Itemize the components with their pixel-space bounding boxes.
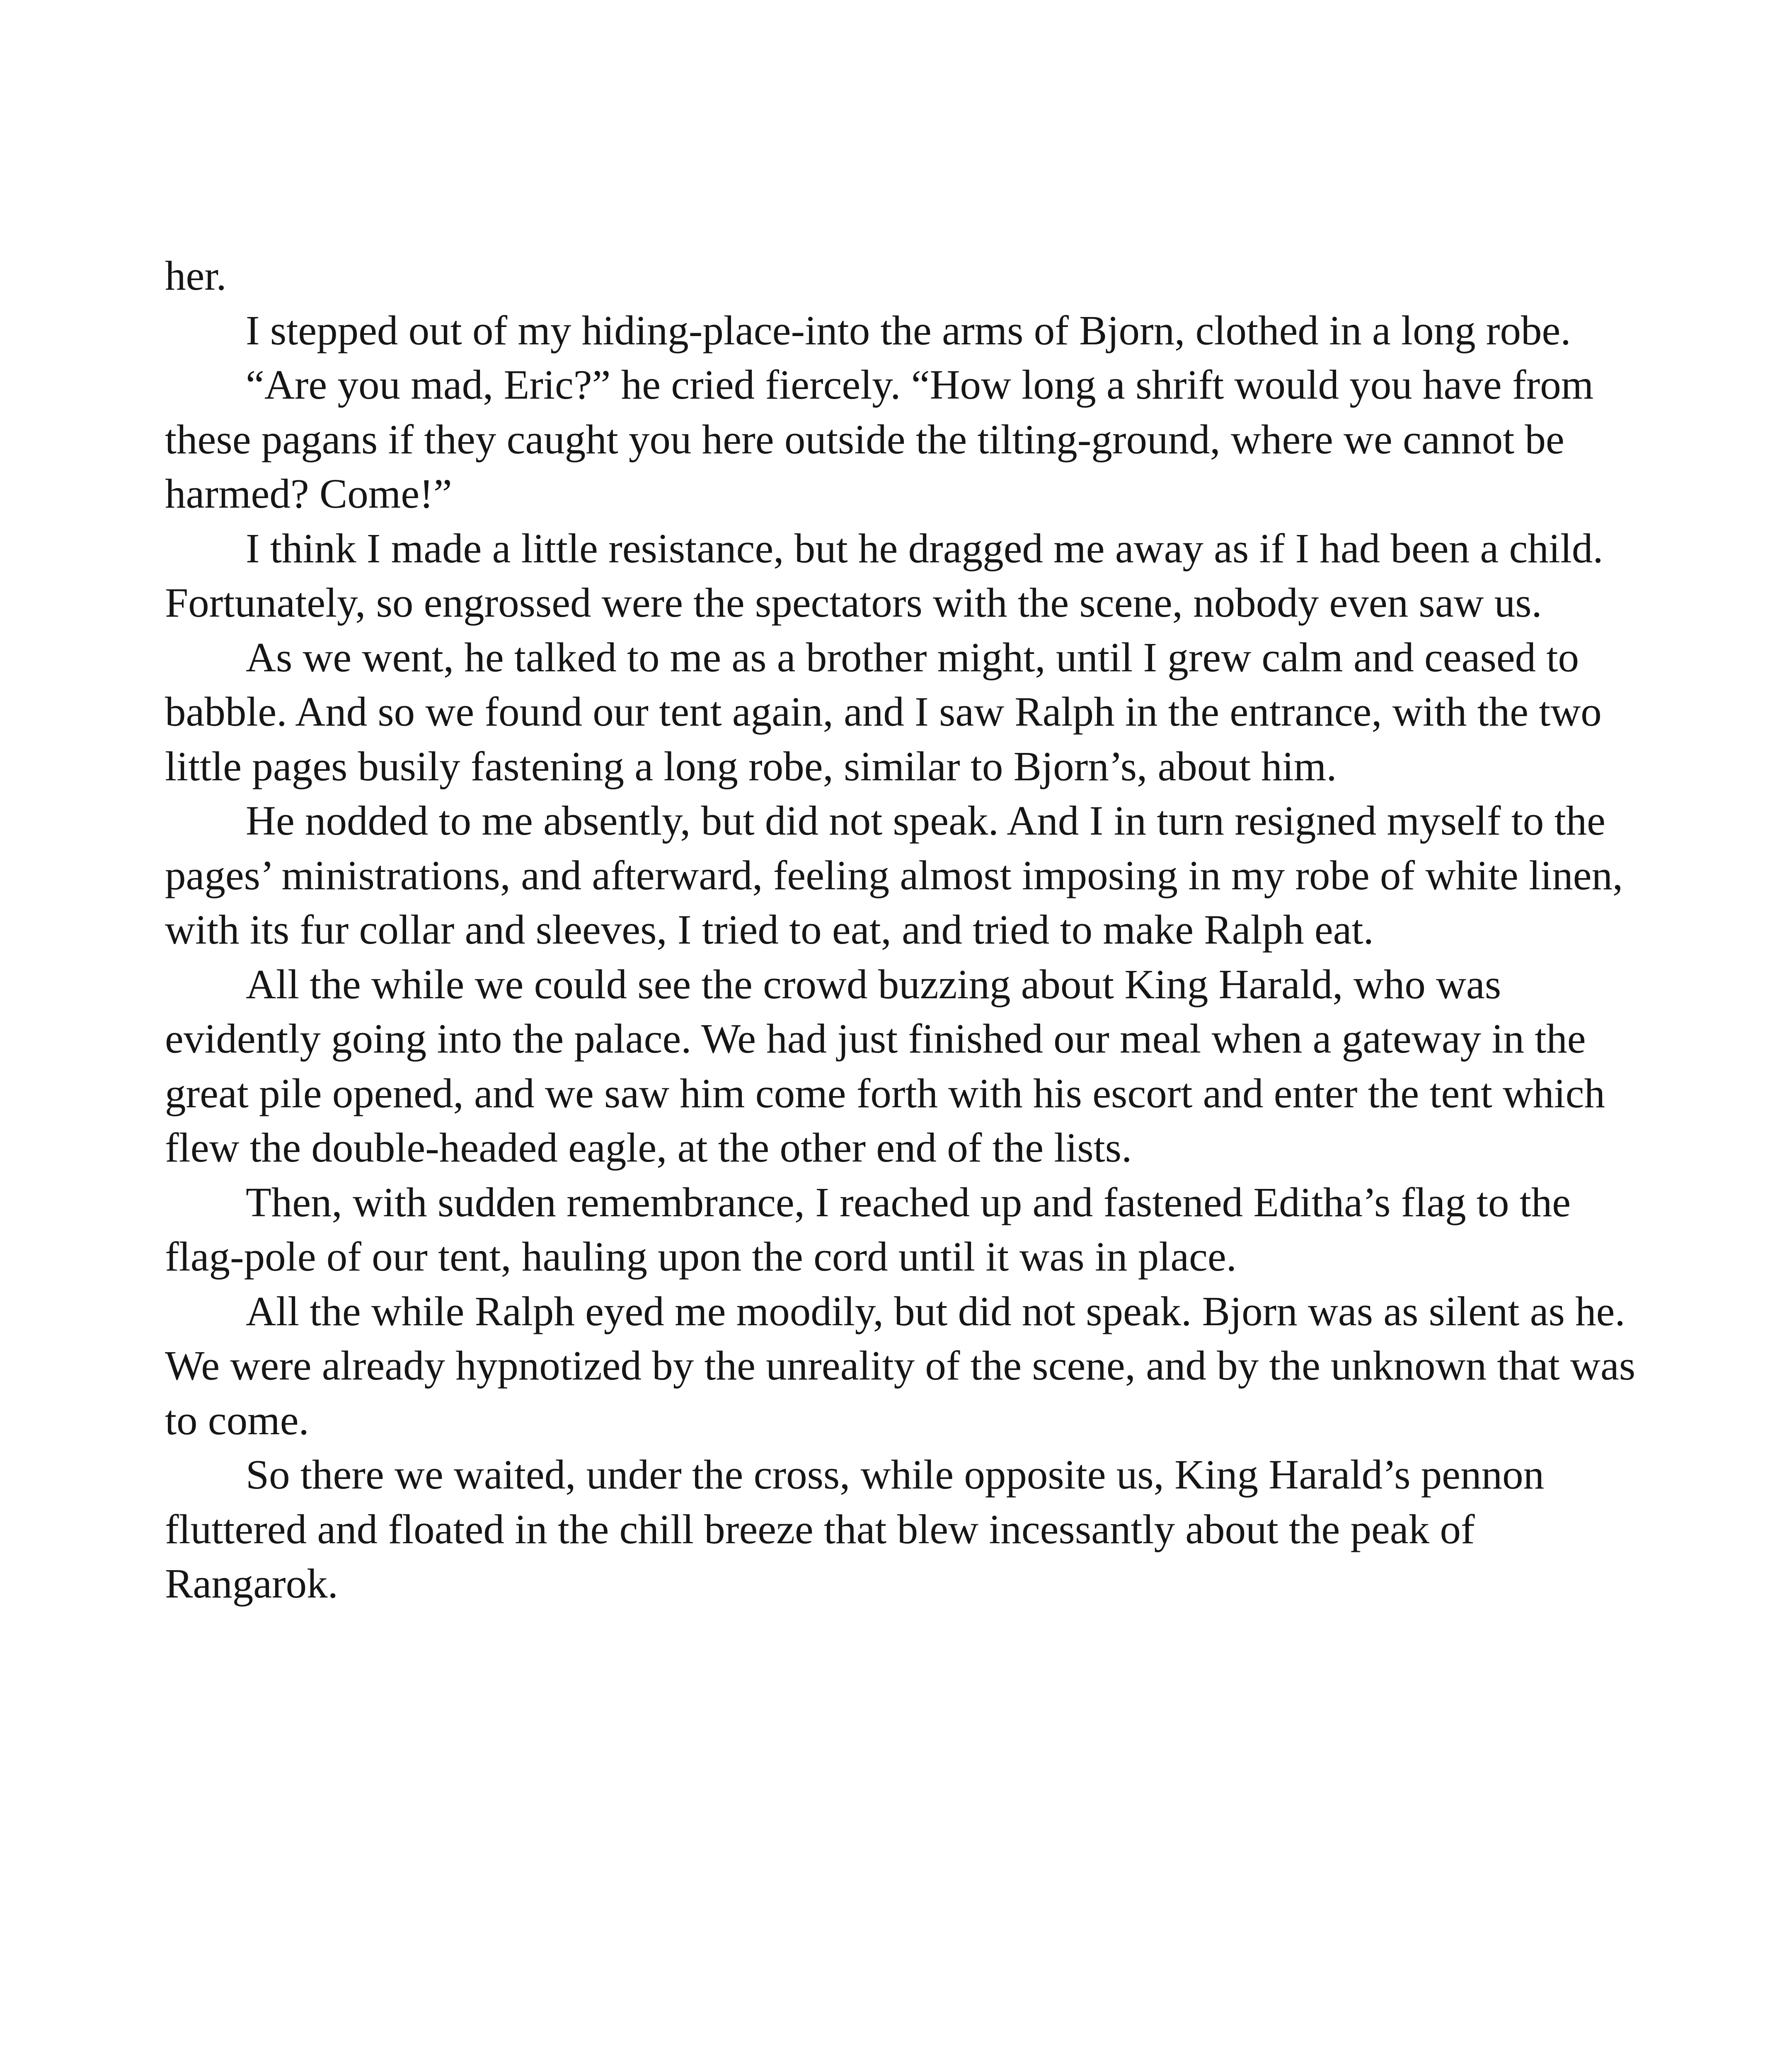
paragraph: So there we waited, under the cross, while opposite us, King Harald’s pennon fluttered and floated in the chill breeze that blew incessantly about the peak of Rangarok. <box>165 1451 1545 1607</box>
paragraph: “Are you mad, Eric?” he cried fiercely. “How long a shrift would you have from these pagans if they caught you here outside the tilting-ground, where we cannot be harmed? Come!” <box>165 361 1594 517</box>
paragraph: I think I made a little resistance, but he dragged me away as if I had been a child. Fortunately, so engrossed were the spectators with the scene, nobody even saw us. <box>165 525 1603 626</box>
paragraph: As we went, he talked to me as a brother might, until I grew calm and ceased to babble. And so we found our tent again, and I saw Ralph in the entrance, with the two little pages busily fastening a long robe, similar to Bjorn’s, about him. <box>165 634 1602 789</box>
paragraph: I stepped out of my hiding-place-into the arms of Bjorn, clothed in a long robe. <box>246 307 1571 353</box>
paragraph: He nodded to me absently, but did not speak. And I in turn resigned myself to the pages’ ministrations, and afterward, feeling almost imposing in my robe of white linen, with its fur collar and sleeves, I tried to eat, and tried to make Ralph eat. <box>165 797 1623 953</box>
paragraph: All the while Ralph eyed me moodily, but did not speak. Bjorn was as silent as he. We were already hypnotized by the unreality of the scene, and by the unknown that was to come. <box>165 1288 1636 1443</box>
paragraph: her. <box>165 252 227 299</box>
body-text <box>165 249 1640 1611</box>
paragraph: Then, with sudden remembrance, I reached up and fastened Editha’s flag to the flag-pole of our tent, hauling upon the cord until it was in place. <box>165 1179 1571 1280</box>
paragraph: All the while we could see the crowd buzzing about King Harald, who was evidently going into the palace. We had just finished our meal when a gateway in the great pile opened, and we saw him come forth with his escort and enter the tent which flew the double-headed eagle, at the other end of the lists. <box>165 961 1605 1171</box>
